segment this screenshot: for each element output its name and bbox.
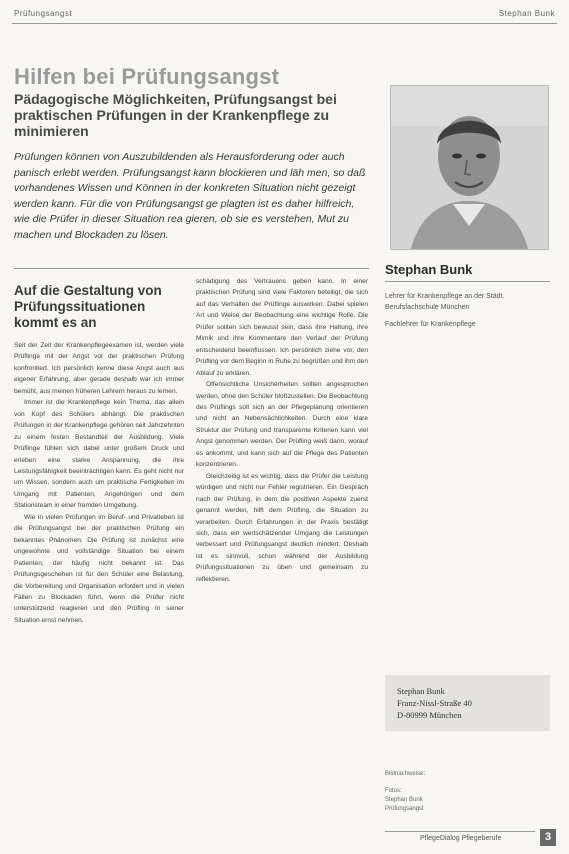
article-title: Hilfen bei Prüfungsangst: [14, 64, 280, 89]
body-paragraph: Gleichzeitig ist es wichtig, dass die Prüfer die Leistung würdigen und nicht nur Fehler registrieren. Ein Gespräch nach der Prüfung, in dem die positiven Aspekte zuerst genannt werden, hilft dem Prüfling, die Situation zu verarbeiten. Durch Erfahrungen in der Praxis bestätigt sich, dass ein wertschätzender Umgang die Leistungen verbessert und Prüfungsangst deutlich mindert. Deshalb ist es sinnvoll, schon während der Ausbildung Prüfungssituationen zu üben und gemeinsam zu reflektieren.: [196, 472, 368, 583]
author-bio-line: Lehrer für Krankenpflege an der Städt. Berufsfachschule München: [385, 293, 505, 311]
body-paragraph: schädigung des Vertrauens geben kann. In einer praktischen Prüfung sind viele Faktoren beteiligt, die sich auf das Verhalten der Prüflinge auswirken. Dabei spielen Art und Weise der Beobachtung eine wichtige Rolle. Die Prüfer sollten sich bewusst sein, dass ihre Haltung, ihre Mimik und ihre Kommentare den Verlauf der Prüfung entscheidend beeinflussen. Ich persönlich ziehe vor, den Prüfling vor dem Beginn in Ruhe zu begrüßen und ihm den Ablauf zu erklären.: [196, 278, 368, 377]
author-bio-line: Fachlehrer für Krankenpflege: [385, 321, 476, 328]
body-paragraph: Wie in vielen Prüfungen im Beruf- und Privatleben ist die Prüfungsangst bei der praktischen Prüfung ein bekanntes Phänomen. Die Prüfung ist zunächst eine ungewohnte und vollständige Situation bei einem Patienten, der häufig nicht bekannt ist. Das Prüfungsgeschehen ist für den Schüler eine Belastung, die Vorbereitung und Organisation erfordert und in vielen Fällen zu Blockaden führt, wenn die Prüfer nicht unterstützend reagieren und den Prüfling in seiner Situation ernst nehmen.: [14, 513, 184, 624]
author-photo: [390, 85, 549, 250]
body-column-1: [14, 340, 184, 840]
body-paragraph: Seit der Zeit der Krankenpflegeexamen ist, werden viele Prüflinge mit der Angst vor der praktischen Prüfung konfrontiert. Ich persönlich kenne diese Angst auch aus eigener Erfahrung, aber gerade deshalb war ich immer bemüht, aus meinen früheren Lehrern heraus zu lernen.: [14, 342, 184, 395]
credits-item: Prüfungsangst: [385, 806, 424, 812]
address-line: D-80999 München: [397, 710, 462, 720]
author-rule: [385, 281, 550, 282]
article-subtitle: Pädagogische Möglichkeiten, Prüfungsangst bei praktischen Prüfungen in der Krankenpflege zu minimieren: [14, 91, 337, 139]
footer-rule: [385, 831, 535, 832]
credits-item: Fotos:: [385, 788, 402, 794]
section-heading: Auf die Gestaltung von Prüfungssituationen kommt es an: [14, 283, 162, 330]
section-rule: [14, 268, 369, 269]
body-paragraph: Offensichtliche Unsicherheiten sollten angesprochen werden, ohne den Schüler bloßzustellen. Die Beobachtung des Prüflings soll sich an der Pflegeplanung orientieren und nicht an Nebensächlichkeiten. Durch eine klare Struktur der Prüfung und transparente Kriterien kann viel Angst genommen werden. Der Prüfling weiß dann, worauf es ankommt, und kann sich auf die Pflege des Patienten konzentrieren.: [196, 381, 368, 469]
body-paragraph: Immer ist die Krankenpflege kein Thema, das allein von Kopf des Schülers abhängt. Die praktischen Prüfungen in der Krankenpflege gehören seit Jahrzehnten zu einem festen Bestandteil der Ausbildung. Viele Prüflinge fühlen sich dabei unter großem Druck und erleben eine starke Anspannung, die ihre Leistungsfähigkeit beeinträchtigen kann. Es geht nicht nur um Wissen, sondern auch um praktische Fertigkeiten im Umgang mit Patienten, Angehörigen und dem Stationsteam in einer fremden Umgebung.: [14, 399, 184, 510]
lead-paragraph: [14, 150, 370, 244]
header-rule: [12, 23, 557, 24]
lead-text: Prüfungen können von Auszubildenden als Herausforderung oder auch panisch erlebt werden. Prüfungsangst kann blockieren und läh men, so daß vorhandenes Wissen und Können in der konkreten Situation nicht gezeigt werden kann. Für die von Prüfungsangst ge plagten ist es daher hilfreich, wie die Prüfer in dieser Situation rea gieren, ob sie es verstehen, Mut zu machen und Blockaden zu lösen.: [14, 151, 366, 241]
credits-item: Stephan Bunk: [385, 797, 423, 803]
running-header-left: Prüfungsangst: [14, 9, 73, 18]
running-header-right: Stephan Bunk: [498, 9, 555, 18]
author-address-box: [385, 675, 550, 731]
credits-label: Bildnachweise:: [385, 771, 426, 777]
body-column-2: [196, 276, 368, 840]
image-credits: [385, 770, 545, 814]
address-line: Stephan Bunk: [397, 686, 445, 696]
address-line: Franz-Nissl-Straße 40: [397, 698, 472, 708]
author-name: Stephan Bunk: [385, 262, 473, 277]
author-bio: [385, 291, 550, 336]
portrait-image: [391, 86, 548, 249]
page-number: 3: [540, 829, 556, 846]
footer-journal: PflegeDialog Pflegeberufe: [420, 835, 502, 842]
